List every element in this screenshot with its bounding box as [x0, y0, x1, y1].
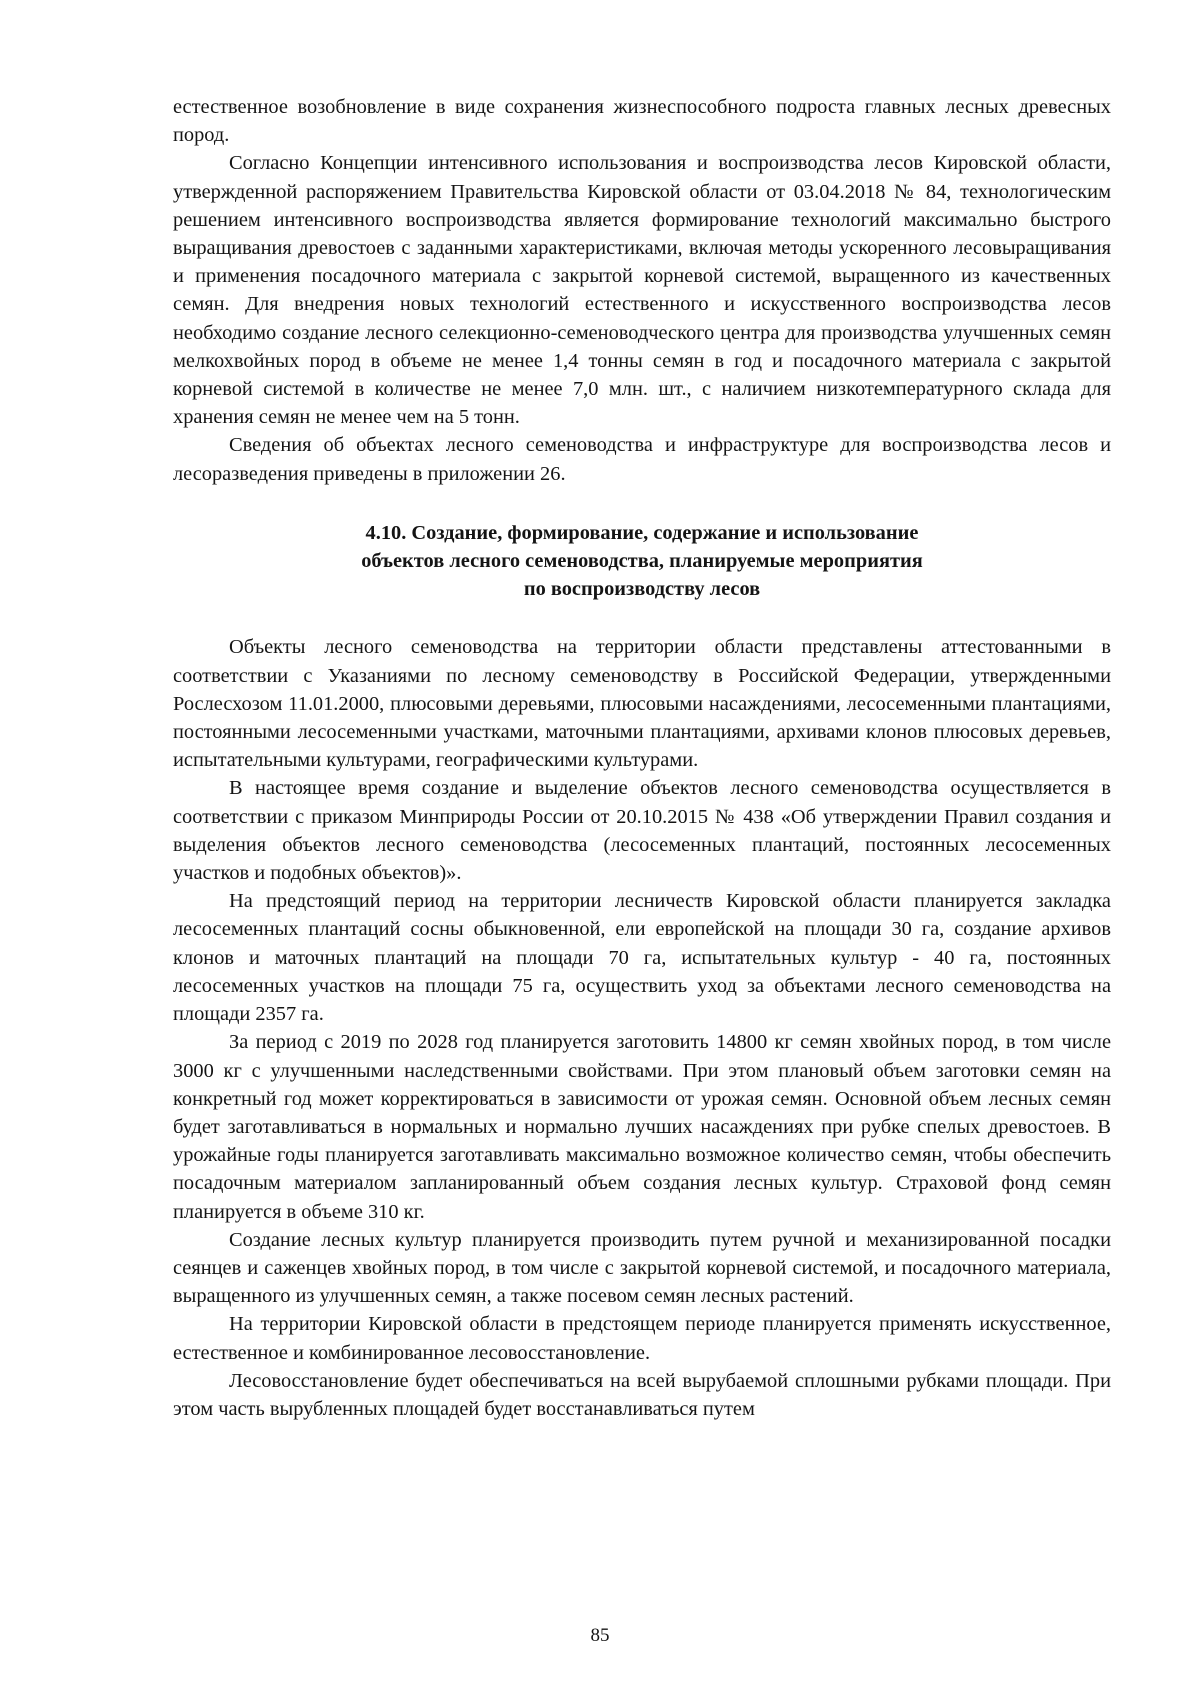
section-heading-line: 4.10. Создание, формирование, содержание и использование [365, 521, 919, 544]
paragraph-reforestation-area: Лесовосстановление будет обеспечиваться на всей вырубаемой сплошными рубками площади. При этом часть вырубленных площадей будет восстанавливаться путем [173, 1369, 1111, 1420]
paragraph-planned-plantations: На предстоящий период на территории лесничеств Кировской области планируется закладка лесосеменных плантаций сосны обыкновенной, ели европейской на площади 30 га, создание архивов клонов и маточных плантаций на площади 70 га, испытательных культур - 40 га, постоянных лесосеменных участков на площади 75 га, осуществить уход за объектами лесного семеноводства на площади 2357 га. [173, 890, 1111, 1026]
section-heading [173, 519, 1111, 604]
paragraph-seed-harvest: За период с 2019 по 2028 год планируется заготовить 14800 кг семян хвойных пород, в том числе 3000 кг с улучшенными наследственными свойствами. При этом плановый объем заготовки семян на конкретный год может корректироваться в зависимости от урожая семян. Основной объем лесных семян будет заготавливаться в нормальных и нормально лучших насаждениях при рубке спелых древостоев. В урожайные годы планируется заготавливать максимально возможное количество семян, чтобы обеспечить посадочным материалом запланированный объем создания лесных культур. Страховой фонд семян планируется в объеме 310 кг. [173, 1031, 1111, 1223]
paragraph-reforestation-types: На территории Кировской области в предстоящем периоде планируется применять искусственное, естественное и комбинированное лесовосстановление. [173, 1313, 1111, 1364]
paragraph-appendix-reference: Сведения об объектах лесного семеноводства и инфраструктуре для воспроизводства лесов и лесоразведения приведены в приложении 26. [173, 434, 1111, 485]
page-body [173, 93, 1111, 1423]
paragraph-regulation: В настоящее время создание и выделение объектов лесного семеноводства осуществляется в соответствии с приказом Минприроды России от 20.10.2015 № 438 «Об утверждении Правил создания и выделения объектов лесного семеноводства (лесосеменных плантаций, постоянных лесосеменных участков и подобных объектов)». [173, 777, 1111, 885]
paragraph-concept: Согласно Концепции интенсивного использования и воспроизводства лесов Кировской области, утвержденной распоряжением Правительства Кировской области от 03.04.2018 № 84, технологическим решением интенсивного воспроизводства является формирование технологий максимально быстрого выращивания древостоев с заданными характеристиками, включая методы ускоренного лесовыращивания и применения посадочного материала с закрытой корневой системой, выращенного из качественных семян. Для внедрения новых технологий естественного и искусственного воспроизводства лесов необходимо создание лесного селекционно-семеноводческого центра для производства улучшенных семян мелкохвойных пород в объеме не менее 1,4 тонны семян в год и посадочного материала с закрытой корневой системой в количестве не менее 7,0 млн. шт., с наличием низкотемпературного склада для хранения семян не менее чем на 5 тонн. [173, 152, 1111, 429]
paragraph-seed-objects: Объекты лесного семеноводства на территории области представлены аттестованными в соответствии с Указаниями по лесному семеноводству в Российской Федерации, утвержденными Рослесхозом 11.01.2000, плюсовыми деревьями, плюсовыми насаждениями, лесосеменными плантациями, постоянными лесосеменными участками, маточными плантациями, архивами клонов плюсовых деревьев, испытательными культурами, географическими культурами. [173, 636, 1111, 772]
section-heading-line: по воспроизводству лесов [523, 578, 761, 601]
paragraph-continuation: естественное возобновление в виде сохранения жизнеспособного подроста главных лесных древесных пород. [173, 96, 1111, 147]
paragraph-forest-crops: Создание лесных культур планируется производить путем ручной и механизированной посадки сеянцев и саженцев хвойных пород, в том числе с закрытой корневой системой, и посадочного материала, выращенного из улучшенных семян, а также посевом семян лесных растений. [173, 1228, 1111, 1308]
page-number: 85 [590, 1625, 610, 1646]
section-heading-line: объектов лесного семеноводства, планируемые мероприятия [361, 550, 923, 573]
